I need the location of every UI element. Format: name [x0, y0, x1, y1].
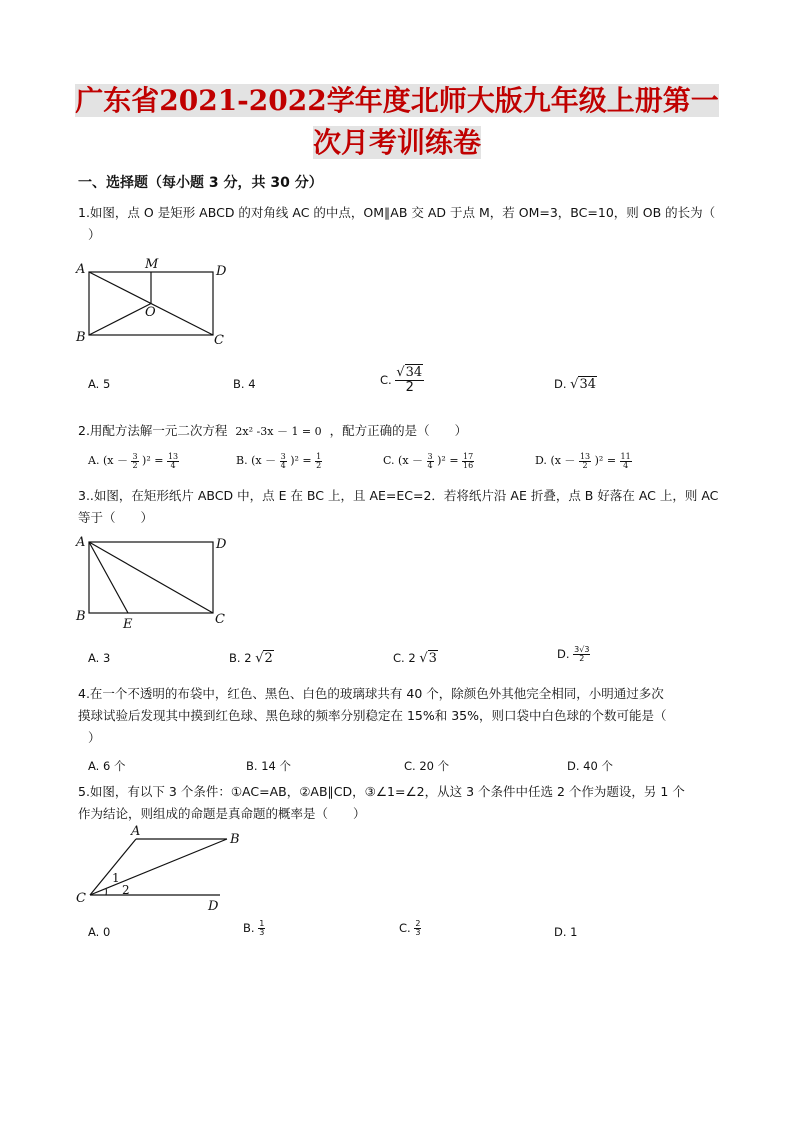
q2-tail: ，配方正确的是（ ） — [329, 423, 468, 438]
q1-close: ） — [88, 227, 101, 242]
title-part1: 广东省 — [75, 84, 160, 117]
q1-text: 1.如图，点 O 是矩形 ABCD 的对角线 AC 的中点，OM∥AB 交 AD 于点 M，若 OM=3，BC=10，则 OB 的长为（ — [78, 205, 716, 220]
q1-label-o: O — [145, 305, 156, 320]
question-4 — [78, 683, 728, 749]
q5-label-c: C — [76, 891, 86, 906]
q3-option-b[interactable]: B. 2 √2 — [229, 651, 273, 666]
section-heading: 一、选择题（每小题 3 分，共 30 分） — [78, 175, 323, 191]
q3-option-c[interactable]: C. 2 √3 — [393, 651, 437, 666]
q4-line1: 4.在一个不透明的布袋中，红色、黑色、白色的玻璃球共有 40 个，除颜色外其他完全相同，小明通过多次 — [78, 686, 664, 701]
q2-option-d[interactable]: D. (x － $\frac{13}{2}$ )² = $\frac{11}{4}$ — [535, 451, 631, 470]
q5-figure — [70, 822, 250, 914]
q3-line2: 等于（ ） — [78, 510, 154, 525]
q3-label-c: C — [215, 612, 225, 627]
q3-figure — [70, 530, 240, 635]
question-3 — [78, 485, 728, 529]
q5-line1: 5.如图，有以下 3 个条件：①AC=AB，②AB∥CD，③∠1=∠2，从这 3 个条件中任选 2 个作为题设，另 1 个 — [78, 784, 685, 799]
question-2 — [78, 420, 728, 443]
q5-label-b: B — [230, 832, 240, 847]
q5-option-b[interactable]: B. $\frac{1}{3}$ — [243, 919, 265, 937]
q1-figure — [70, 255, 240, 350]
q4-option-b[interactable]: B. 14 个 — [246, 759, 291, 773]
q1-option-c-radicand: 34 — [405, 365, 423, 380]
q3-diagonal-ac — [89, 542, 213, 613]
q1-label-b: B — [76, 330, 86, 345]
q5-line2: 作为结论，则组成的命题是真命题的概率是（ ） — [78, 806, 366, 821]
q2-option-a[interactable]: A. (x － $\frac{3}{2}$ )² = $\frac{13}{4}$ — [88, 451, 179, 470]
q5-option-d[interactable]: D. 1 — [554, 925, 578, 939]
question-1 — [78, 202, 728, 246]
q3-label-b: B — [76, 609, 86, 624]
q1-option-c[interactable]: C. $\frac{√34}{2}$ — [380, 365, 423, 395]
q3-label-a: A — [76, 535, 86, 550]
q5-option-c[interactable]: C. $\frac{2}{3}$ — [399, 919, 421, 937]
q1-option-c-label: C. — [380, 373, 392, 387]
q1-label-d: D — [216, 264, 227, 279]
document-title-line2 — [60, 122, 734, 164]
q4-line3: ） — [88, 730, 101, 745]
q3-option-d[interactable]: D. $\frac{3√3}{2}$ — [557, 645, 590, 663]
q1-label-a: A — [76, 262, 86, 277]
q4-option-c[interactable]: C. 20 个 — [404, 759, 450, 773]
document-title — [60, 80, 734, 122]
q3-option-a[interactable]: A. 3 — [88, 651, 111, 665]
q2-option-b[interactable]: B. (x － $\frac{3}{4}$ )² = $\frac{1}{2}$ — [236, 451, 322, 470]
title-part3: 学年度北师大版九年级上册第一 — [326, 84, 719, 117]
title-part2: 2021-2022 — [159, 84, 327, 117]
q5-label-angle1: 1 — [112, 871, 120, 885]
q1-label-m: M — [145, 257, 159, 272]
q3-label-d: D — [216, 537, 227, 552]
q5-label-angle2: 2 — [122, 883, 130, 897]
q5-option-a[interactable]: A. 0 — [88, 925, 111, 939]
q4-line2: 摸球试验后发现其中摸到红色球、黑色球的频率分别稳定在 15%和 35%，则口袋中白色球的个数可能是（ — [78, 708, 667, 723]
q1-option-d-label: D. — [554, 377, 567, 391]
q2-text: 2.用配方法解一元二次方程 — [78, 423, 228, 438]
q1-option-d-radicand: 34 — [579, 377, 597, 392]
q3-label-e: E — [123, 617, 133, 632]
question-5 — [78, 781, 728, 825]
q5-segment-cb — [90, 839, 227, 895]
title-line2: 次月考训练卷 — [312, 126, 481, 159]
q2-option-c[interactable]: C. (x － $\frac{3}{4}$ )² = $\frac{17}{16}$ — [383, 451, 474, 470]
q5-label-a: A — [131, 824, 141, 839]
q4-option-a[interactable]: A. 6 个 — [88, 759, 126, 773]
q4-option-d[interactable]: D. 40 个 — [567, 759, 613, 773]
q1-label-c: C — [214, 333, 224, 348]
q5-label-d: D — [208, 899, 219, 914]
q1-option-b[interactable]: B. 4 — [233, 377, 256, 391]
q1-option-a[interactable]: A. 5 — [88, 377, 111, 391]
q1-option-d[interactable]: D. √34 — [554, 377, 597, 392]
q3-line1: 3..如图，在矩形纸片 ABCD 中，点 E 在 BC 上，且 AE=EC=2．若将纸片沿 AE 折叠，点 B 好落在 AC 上，则 AC — [78, 488, 719, 503]
q1-segment-ob — [89, 304, 151, 336]
q2-equation: 2x² -3x － 1 = 0 — [235, 425, 322, 438]
q1-option-c-den: 2 — [405, 380, 414, 395]
